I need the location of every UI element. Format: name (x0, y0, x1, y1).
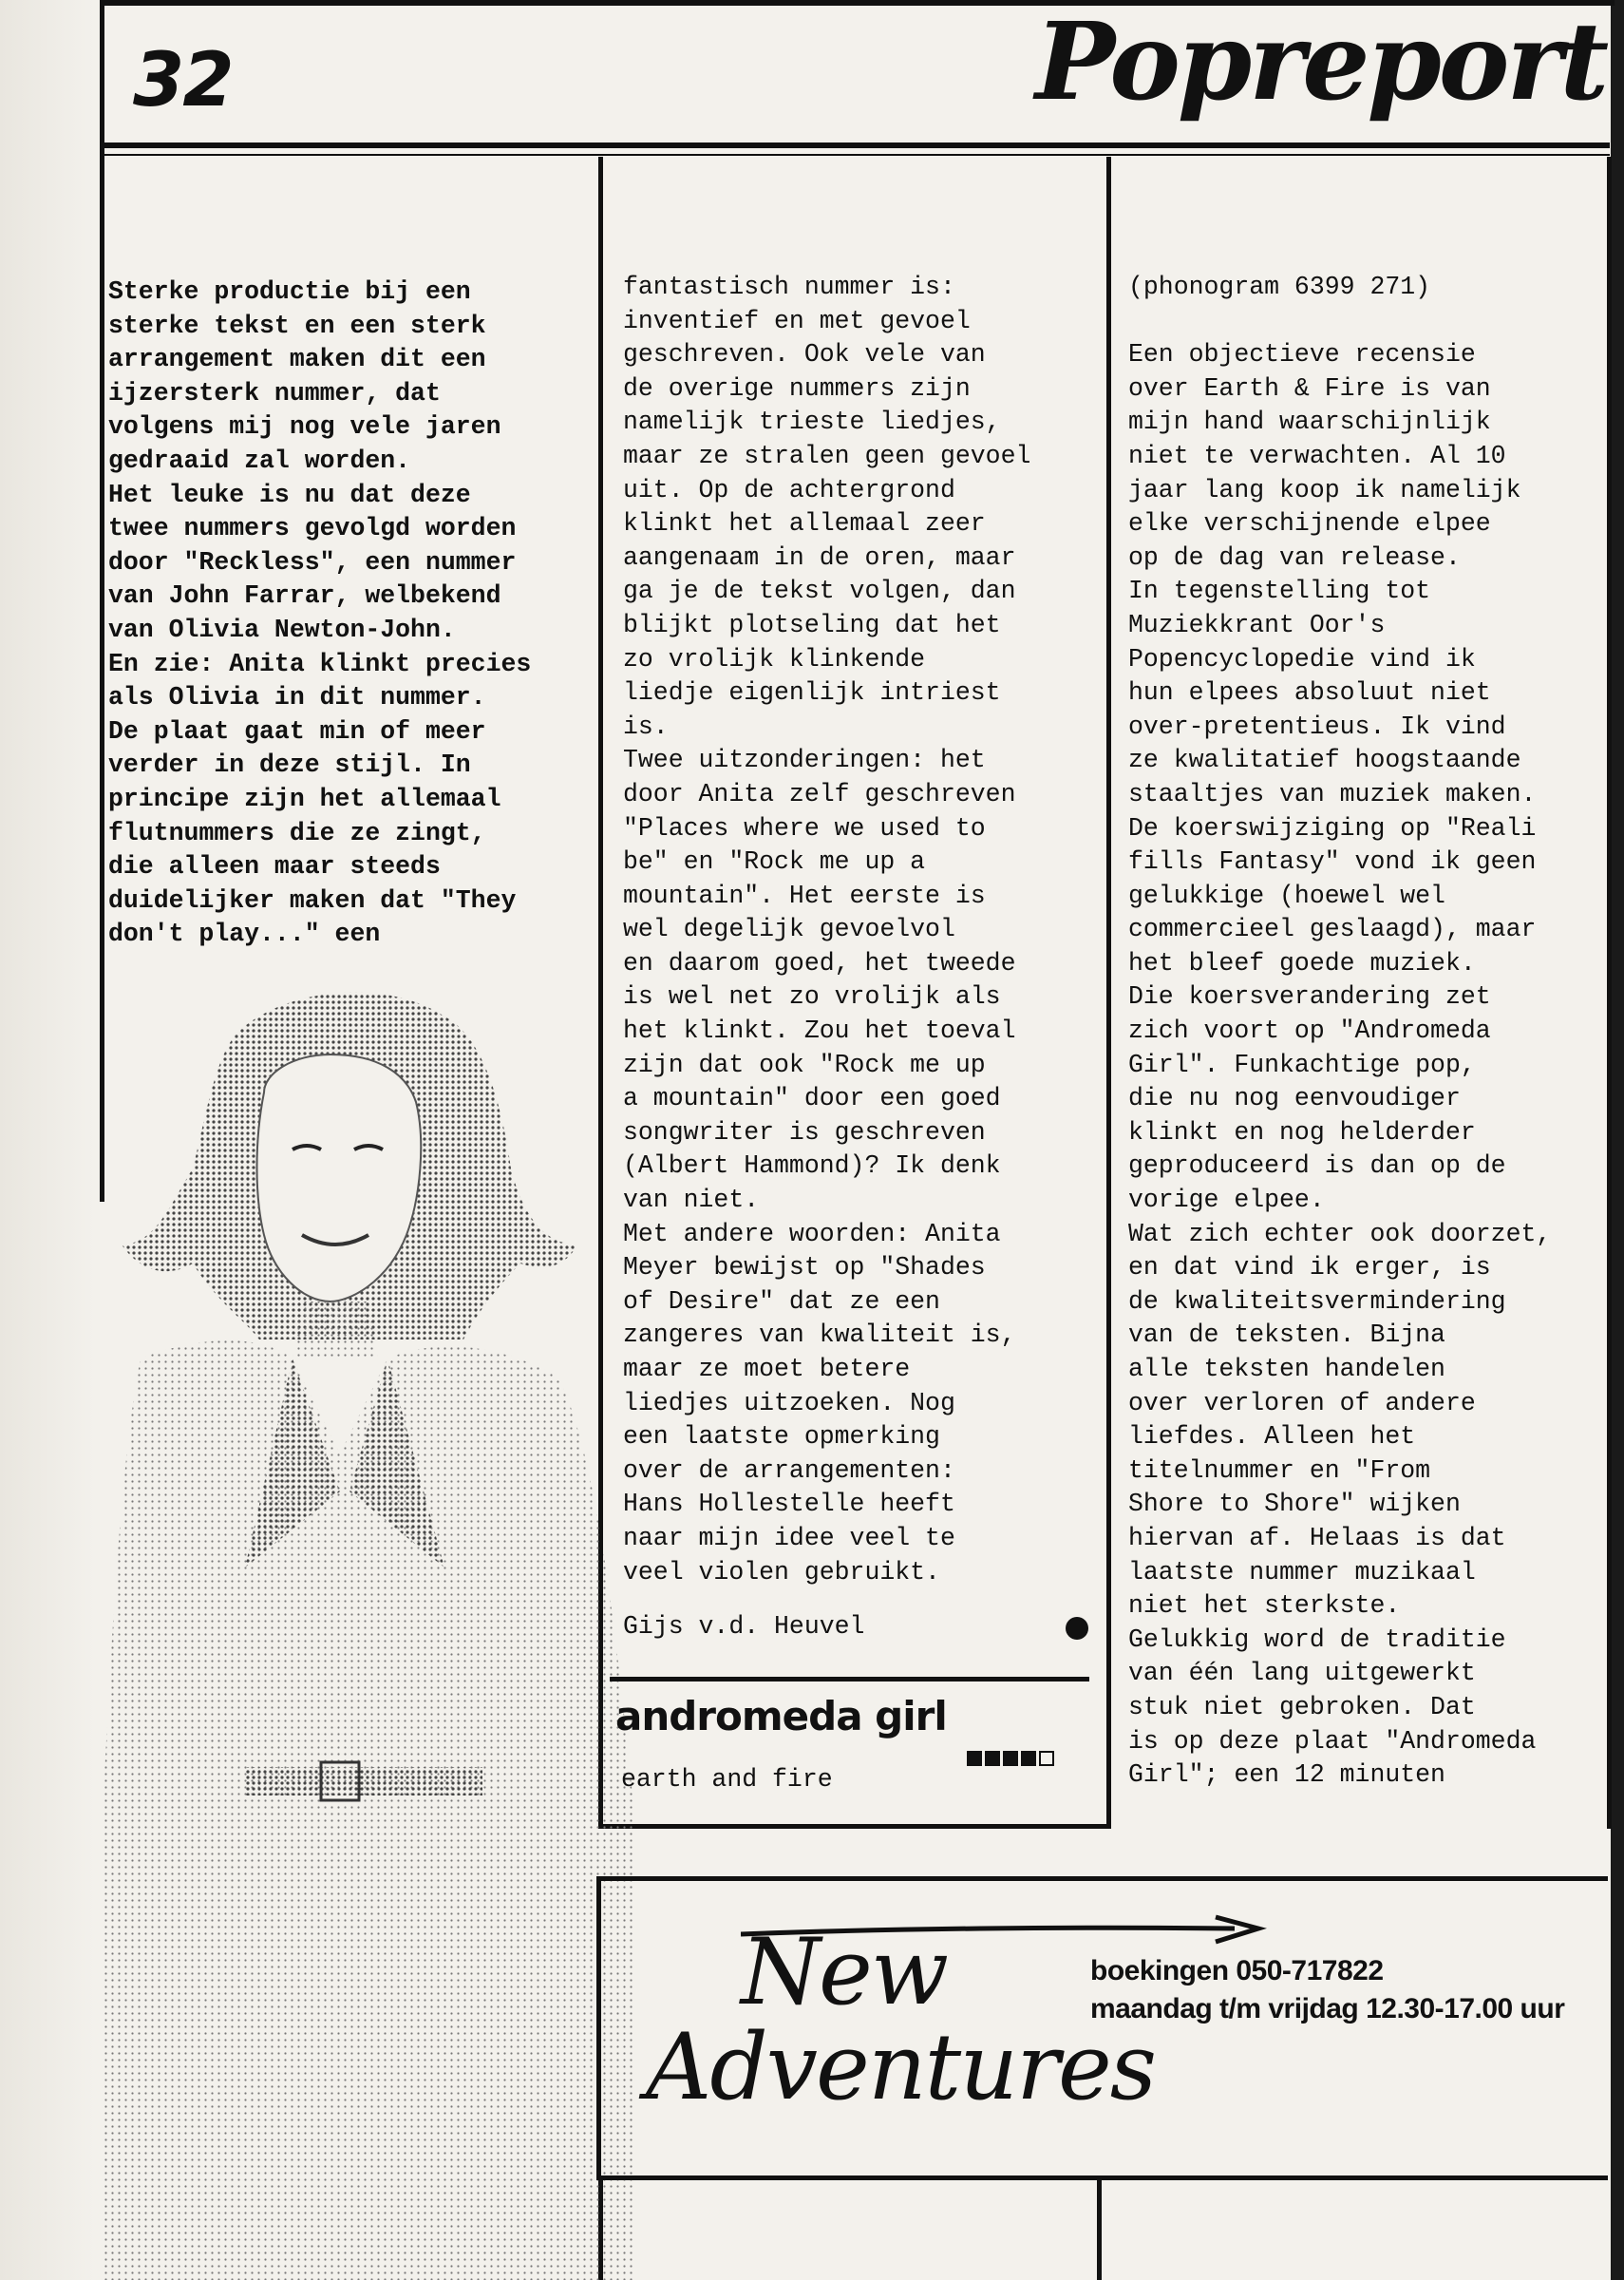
review-line: (phonogram 6399 271) (1128, 273, 1431, 301)
review-line: maar ze moet betere (623, 1355, 911, 1383)
review-line: als Olivia in dit nummer. (108, 683, 486, 712)
review-line: Het leuke is nu dat deze (108, 480, 471, 509)
review-line: ijzersterk nummer, dat (108, 378, 441, 408)
review-line: arrangement maken dit een (108, 345, 486, 374)
review-line: don't play..." een (108, 920, 381, 949)
review-line: aangenaam in de oren, maar (623, 542, 1016, 572)
review-line: klinkt het allemaal zeer (623, 509, 986, 539)
review-line: zo vrolijk klinkende (623, 644, 926, 674)
review-line: zich voort op "Andromeda (1128, 1016, 1491, 1046)
review-line: door Anita zelf geschreven (623, 779, 1016, 808)
review-line: van John Farrar, welbekend (108, 581, 501, 611)
review-line: elke verschijnende elpee (1128, 509, 1491, 539)
footer-divider-2 (1097, 2176, 1102, 2280)
review-line: commercieel geslaagd), maar (1128, 915, 1537, 944)
review-line: fantastisch nummer is: (623, 273, 955, 301)
review-line: van niet. (623, 1186, 760, 1215)
review-line (1128, 305, 1551, 339)
review-line: gelukkige (hoewel wel (1128, 881, 1445, 910)
rating-square-empty (1039, 1751, 1054, 1766)
review-line: door "Reckless", een nummer (108, 547, 517, 577)
review-line: be" en "Rock me up a (623, 847, 926, 877)
column-divider-right (1607, 157, 1612, 1829)
review-line: van de teksten. Bijna (1128, 1320, 1445, 1350)
end-of-article-dot (1066, 1617, 1088, 1640)
review-line: mijn hand waarschijnlijk (1128, 408, 1491, 437)
review-line: mountain". Het eerste is (623, 881, 986, 910)
review-line: "Places where we used to (623, 813, 986, 843)
review-line: wel degelijk gevoelvol (623, 915, 955, 944)
page-number: 32 (133, 38, 233, 124)
review-line: vorige elpee. (1128, 1186, 1325, 1215)
review-signature: Gijs v.d. Heuvel (623, 1612, 865, 1641)
review-line: geschreven. Ook vele van (623, 340, 986, 370)
review-line: In tegenstelling tot (1128, 577, 1431, 606)
review-line: De plaat gaat min of meer (108, 716, 486, 746)
review-line: alle teksten handelen (1128, 1355, 1445, 1383)
review-line: hun elpees absoluut niet (1128, 678, 1491, 708)
ad-booking-hours: maandag t/m vrijdag 12.30-17.00 uur (1090, 1993, 1565, 2024)
singer-photo (103, 960, 634, 2280)
review-line: Sterke productie bij een (108, 277, 471, 306)
column-divider-2 (1106, 157, 1111, 1829)
review-line: staaltjes van muziek maken. (1128, 779, 1537, 808)
header-frame-left (100, 0, 104, 157)
album-box-rule (610, 1677, 1089, 1682)
review-line: Meyer bewijst op "Shades (623, 1253, 986, 1282)
header-rule (100, 142, 1610, 148)
ad-logo-new: New (741, 1919, 947, 2025)
review-line: van Olivia Newton-John. (108, 615, 456, 644)
review-line: over de arrangementen: (623, 1455, 955, 1485)
review-line: Shore to Shore" wijken (1128, 1490, 1461, 1519)
review-line: of Desire" dat ze een (623, 1286, 940, 1316)
review-line: Een objectieve recensie (1128, 340, 1476, 370)
review-line: Gelukkig word de traditie (1128, 1624, 1506, 1654)
review-line: Wat zich echter ook doorzet, (1128, 1219, 1552, 1248)
review-line: en dat vind ik erger, is (1128, 1253, 1491, 1282)
review-line: songwriter is geschreven (623, 1117, 986, 1147)
review-line: maar ze stralen geen gevoel (623, 441, 1031, 470)
review-line: ga je de tekst volgen, dan (623, 577, 1016, 606)
ad-booking-info (1090, 1952, 1564, 2028)
review-line: die nu nog eenvoudiger (1128, 1084, 1461, 1113)
review-line: het klinkt. Zou het toeval (623, 1016, 1016, 1046)
review-line: op de dag van release. (1128, 542, 1461, 572)
review-line: titelnummer en "From (1128, 1455, 1431, 1485)
rating-square-filled (1021, 1751, 1036, 1766)
review-line: die alleen maar steeds (108, 852, 441, 882)
review-column-2 (623, 271, 1030, 1589)
review-line: Met andere woorden: Anita (623, 1219, 1001, 1248)
review-line: jaar lang koop ik namelijk (1128, 475, 1521, 504)
review-line: een laatste opmerking (623, 1422, 940, 1452)
review-line: namelijk trieste liedjes, (623, 408, 1001, 437)
review-line: Popencyclopedie vind ik (1128, 644, 1476, 674)
review-line: liedjes uitzoeken. Nog (623, 1388, 955, 1417)
review-line: Twee uitzonderingen: het (623, 746, 986, 775)
review-line: het bleef goede muziek. (1128, 948, 1476, 978)
column-bottom-rule (598, 1824, 1111, 1829)
review-line: gedraaid zal worden. (108, 446, 411, 475)
review-line: ze kwalitatief hoogstaande (1128, 746, 1521, 775)
review-line: blijkt plotseling dat het (623, 610, 1001, 639)
review-line: over verloren of andere (1128, 1388, 1476, 1417)
review-line: is op deze plaat "Andromeda (1128, 1726, 1537, 1756)
album-title: andromeda girl (615, 1693, 947, 1739)
review-line: over-pretentieus. Ik vind (1128, 712, 1506, 741)
review-line: a mountain" door een goed (623, 1084, 1001, 1113)
review-line: hiervan af. Helaas is dat (1128, 1523, 1506, 1552)
review-line: Hans Hollestelle heeft (623, 1490, 955, 1519)
review-line: liefdes. Alleen het (1128, 1422, 1416, 1452)
review-line: verder in deze stijl. In (108, 750, 471, 780)
review-line: Die koersverandering zet (1128, 982, 1491, 1012)
review-line: klinkt en nog helderder (1128, 1117, 1476, 1147)
review-line: uit. Op de achtergrond (623, 475, 955, 504)
review-line: is. (623, 712, 669, 741)
review-line: sterke tekst en een sterk (108, 311, 486, 340)
review-line: fills Fantasy" vond ik geen (1128, 847, 1537, 877)
review-line: stuk niet gebroken. Dat (1128, 1692, 1476, 1721)
review-line: niet het sterkste. (1128, 1591, 1401, 1621)
review-line: (Albert Hammond)? Ik denk (623, 1151, 1001, 1181)
review-line: zangeres van kwaliteit is, (623, 1320, 1016, 1350)
album-rating (967, 1751, 1054, 1766)
ad-logo-adventures: Adventures (646, 2014, 1156, 2120)
review-line: flutnummers die ze zingt, (108, 818, 486, 847)
review-line: de kwaliteitsvermindering (1128, 1286, 1506, 1316)
review-column-3 (1128, 271, 1551, 1793)
review-line: inventief en met gevoel (623, 306, 971, 335)
review-line: geproduceerd is dan op de (1128, 1151, 1506, 1181)
review-line: liedje eigenlijk intriest (623, 678, 1001, 708)
review-line: is wel net zo vrolijk als (623, 982, 1001, 1012)
ad-booking-phone: boekingen 050-717822 (1090, 1955, 1384, 1986)
review-column-1 (108, 276, 531, 952)
page-binding-shadow (0, 0, 95, 2280)
review-line: laatste nummer muzikaal (1128, 1557, 1476, 1586)
review-line: Muziekkrant Oor's (1128, 610, 1386, 639)
review-line: twee nummers gevolgd worden (108, 514, 517, 543)
review-line: principe zijn het allemaal (108, 784, 501, 813)
review-line: over Earth & Fire is van (1128, 373, 1491, 403)
review-line: van één lang uitgewerkt (1128, 1659, 1476, 1688)
scan-edge (1611, 0, 1624, 2280)
rating-square-filled (1003, 1751, 1018, 1766)
review-line: volgens mij nog vele jaren (108, 412, 501, 442)
rating-square-filled (985, 1751, 1000, 1766)
review-line: en daarom goed, het tweede (623, 948, 1016, 978)
review-line: duidelijker maken dat "They (108, 885, 517, 915)
masthead-title: Popreport (1035, 0, 1607, 124)
review-line: de overige nummers zijn (623, 373, 971, 403)
review-line: Girl". Funkachtige pop, (1128, 1050, 1476, 1079)
header-rule-thin (100, 154, 1610, 156)
review-line: veel violen gebruikt. (623, 1557, 940, 1586)
rating-square-filled (967, 1751, 982, 1766)
review-line: zijn dat ook "Rock me up (623, 1050, 986, 1079)
review-line: niet te verwachten. Al 10 (1128, 441, 1506, 470)
album-artist: earth and fire (621, 1765, 833, 1794)
review-line: Girl"; een 12 minuten (1128, 1760, 1445, 1790)
review-line: En zie: Anita klinkt precies (108, 649, 532, 678)
review-line: naar mijn idee veel te (623, 1523, 955, 1552)
review-line: De koerswijziging op "Reali (1128, 813, 1537, 843)
